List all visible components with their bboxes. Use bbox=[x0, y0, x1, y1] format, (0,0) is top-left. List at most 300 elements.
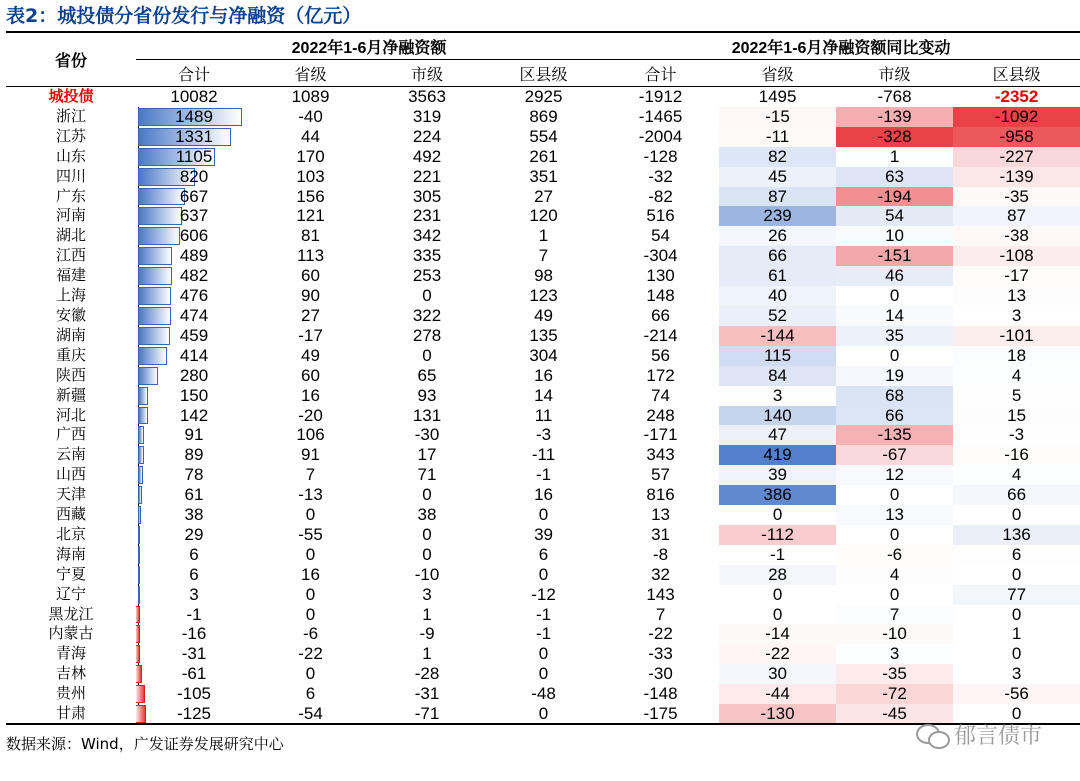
value-cell: 90 bbox=[301, 286, 320, 306]
value-cell: 231 bbox=[412, 206, 442, 226]
table-row bbox=[6, 545, 1080, 565]
heat-value-cell: -108 bbox=[953, 246, 1080, 266]
heat-value-cell: 13 bbox=[953, 286, 1080, 306]
province-cell: 陕西 bbox=[55, 365, 86, 384]
value-cell: 27 bbox=[534, 186, 553, 206]
bar-value-label: 1489 bbox=[175, 106, 213, 126]
value-cell: 16 bbox=[301, 385, 320, 405]
value-cell: 16 bbox=[534, 365, 553, 385]
value-cell: -31 bbox=[414, 684, 440, 704]
heat-value-cell: -35 bbox=[836, 664, 953, 684]
heat-value-cell: 61 bbox=[719, 266, 836, 286]
data-bar bbox=[136, 645, 140, 663]
bar-value-cell bbox=[136, 366, 252, 386]
province-cell: 广东 bbox=[55, 186, 86, 205]
bar-value-label: 6 bbox=[189, 564, 199, 584]
heat-value-cell: 136 bbox=[953, 525, 1080, 545]
bar-value-label: 606 bbox=[179, 226, 209, 246]
bar-value-cell bbox=[136, 644, 252, 664]
heat-value-cell: 1 bbox=[953, 624, 1080, 644]
value-cell: -171 bbox=[643, 425, 678, 445]
data-bar bbox=[136, 625, 140, 643]
value-cell: 56 bbox=[651, 345, 670, 365]
table-row bbox=[6, 465, 1080, 485]
table-row bbox=[6, 605, 1080, 625]
table-row bbox=[6, 286, 1080, 306]
value-cell: 172 bbox=[646, 365, 675, 385]
data-bar bbox=[138, 466, 143, 484]
bar-value-cell bbox=[136, 306, 252, 326]
heat-value-cell: -139 bbox=[953, 167, 1080, 187]
bar-value-label: 482 bbox=[179, 266, 209, 286]
bar-value-label: 489 bbox=[179, 246, 209, 266]
province-cell: 湖南 bbox=[55, 325, 86, 344]
bar-value-cell bbox=[136, 266, 252, 286]
bar-value-cell bbox=[136, 445, 252, 465]
heat-value-cell: 0 bbox=[953, 565, 1080, 585]
data-bar bbox=[138, 546, 140, 564]
value-cell: -1 bbox=[535, 465, 552, 485]
table-row bbox=[6, 386, 1080, 406]
value-cell: 0 bbox=[422, 345, 432, 365]
province-cell: 新疆 bbox=[55, 385, 86, 404]
col-header: 合计 bbox=[602, 60, 719, 87]
bar-value-label: 459 bbox=[179, 325, 209, 345]
bar-value-cell bbox=[136, 664, 252, 684]
bar-value-cell bbox=[136, 206, 252, 226]
table-row-total bbox=[6, 87, 1080, 107]
province-cell: 河南 bbox=[55, 206, 86, 225]
value-cell: 278 bbox=[412, 325, 442, 345]
heat-value-cell: -151 bbox=[836, 246, 953, 266]
data-bar bbox=[138, 486, 142, 504]
data-bar bbox=[138, 526, 140, 544]
value-cell: 305 bbox=[412, 186, 442, 206]
heat-value-cell: -56 bbox=[953, 684, 1080, 704]
watermark bbox=[916, 719, 1042, 750]
table-row bbox=[6, 406, 1080, 426]
bar-value-cell bbox=[136, 246, 252, 266]
value-cell: -2352 bbox=[994, 87, 1039, 106]
data-bar bbox=[138, 247, 172, 265]
value-cell: 322 bbox=[412, 305, 442, 325]
data-bar bbox=[138, 207, 182, 225]
value-cell: 130 bbox=[646, 266, 675, 286]
heat-value-cell: 0 bbox=[836, 485, 953, 505]
bar-value-cell bbox=[136, 406, 252, 426]
value-cell: -40 bbox=[298, 106, 323, 126]
value-cell: 66 bbox=[651, 305, 670, 325]
watermark-text: 郁言债市 bbox=[953, 724, 1042, 749]
heat-value-cell: -16 bbox=[953, 445, 1080, 465]
heat-value-cell: 54 bbox=[836, 206, 953, 226]
table-row bbox=[6, 206, 1080, 226]
value-cell: 0 bbox=[305, 505, 316, 525]
bar-value-cell bbox=[136, 545, 252, 565]
value-cell: 816 bbox=[646, 485, 675, 505]
province-cell: 上海 bbox=[55, 286, 86, 305]
value-cell: 0 bbox=[538, 564, 549, 584]
value-cell: -768 bbox=[877, 87, 912, 106]
heat-value-cell: -38 bbox=[953, 226, 1080, 246]
value-cell: -32 bbox=[648, 166, 673, 186]
bar-value-label: 91 bbox=[184, 425, 204, 445]
heat-value-cell: -328 bbox=[836, 127, 953, 147]
value-cell: 0 bbox=[422, 485, 432, 505]
value-cell: 1 bbox=[538, 226, 549, 246]
heat-value-cell: -135 bbox=[836, 425, 953, 445]
value-cell: 0 bbox=[538, 505, 549, 525]
province-cell: 广西 bbox=[55, 425, 86, 444]
value-cell: 131 bbox=[412, 405, 442, 425]
value-cell: -54 bbox=[298, 704, 323, 724]
heat-value-cell: 40 bbox=[719, 286, 836, 306]
value-cell: 113 bbox=[296, 246, 325, 266]
heat-value-cell: -17 bbox=[953, 266, 1080, 286]
heat-value-cell: 6 bbox=[953, 545, 1080, 565]
value-cell: 1089 bbox=[291, 87, 330, 106]
bar-value-label: 38 bbox=[184, 505, 204, 525]
value-cell: 253 bbox=[412, 266, 442, 286]
heat-value-cell: -14 bbox=[719, 624, 836, 644]
value-cell: 6 bbox=[538, 544, 549, 564]
province-cell: 天津 bbox=[55, 485, 86, 504]
heat-value-cell: 386 bbox=[719, 485, 836, 505]
heat-value-cell: 0 bbox=[836, 286, 953, 306]
table-row bbox=[6, 246, 1080, 266]
value-cell: -6 bbox=[302, 624, 319, 644]
province-cell: 城投债 bbox=[48, 87, 94, 105]
bar-value-cell bbox=[136, 624, 252, 644]
heat-value-cell: 18 bbox=[953, 346, 1080, 366]
bar-value-label: 89 bbox=[184, 445, 204, 465]
heat-value-cell: 0 bbox=[953, 605, 1080, 625]
value-cell: 0 bbox=[422, 524, 432, 544]
value-cell: 60 bbox=[301, 365, 320, 385]
group-header-yoy-change: 2022年1-6月净融资额同比变动 bbox=[602, 33, 1080, 60]
data-bar bbox=[136, 606, 140, 624]
col-header: 市级 bbox=[836, 60, 953, 87]
province-cell: 四川 bbox=[55, 166, 86, 185]
value-cell: 304 bbox=[529, 345, 558, 365]
value-cell: 492 bbox=[412, 146, 442, 166]
heat-value-cell: 3 bbox=[953, 664, 1080, 684]
bar-value-label: -125 bbox=[176, 704, 212, 724]
col-header: 省级 bbox=[719, 60, 836, 87]
heat-value-cell: 3 bbox=[719, 386, 836, 406]
value-cell: 3563 bbox=[408, 87, 446, 106]
heat-value-cell: -194 bbox=[836, 187, 953, 207]
heat-value-cell: 30 bbox=[719, 664, 836, 684]
heat-value-cell: 47 bbox=[719, 425, 836, 445]
heat-value-cell: -67 bbox=[836, 445, 953, 465]
value-cell: 27 bbox=[301, 305, 320, 325]
value-cell: 3 bbox=[422, 584, 432, 604]
value-cell: -214 bbox=[643, 325, 678, 345]
bar-value-label: 61 bbox=[184, 485, 204, 505]
province-cell: 吉林 bbox=[55, 664, 86, 683]
value-cell: -175 bbox=[643, 704, 678, 724]
value-cell: 0 bbox=[538, 644, 549, 664]
data-bar bbox=[138, 446, 144, 464]
value-cell: 123 bbox=[529, 286, 558, 306]
bar-value-label: 1331 bbox=[175, 126, 213, 146]
data-bar bbox=[138, 227, 180, 245]
data-bar bbox=[138, 367, 158, 385]
table-row bbox=[6, 485, 1080, 505]
heat-value-cell: -11 bbox=[719, 127, 836, 147]
value-cell: -17 bbox=[298, 325, 323, 345]
table-row bbox=[6, 366, 1080, 386]
value-cell: -55 bbox=[298, 524, 323, 544]
province-cell: 河北 bbox=[55, 405, 86, 424]
data-bar bbox=[138, 307, 171, 325]
bar-value-cell bbox=[136, 147, 252, 167]
province-cell: 山西 bbox=[55, 465, 86, 484]
heat-value-cell: 39 bbox=[719, 465, 836, 485]
bar-value-cell bbox=[136, 465, 252, 485]
value-cell: -10 bbox=[414, 564, 440, 584]
value-cell: -304 bbox=[643, 246, 678, 266]
table-row bbox=[6, 505, 1080, 525]
bar-value-cell bbox=[136, 585, 252, 605]
value-cell: 49 bbox=[534, 305, 553, 325]
heat-value-cell: 35 bbox=[836, 326, 953, 346]
value-cell: 32 bbox=[651, 564, 670, 584]
bar-value-label: -1 bbox=[186, 604, 202, 624]
heat-value-cell: 4 bbox=[953, 366, 1080, 386]
value-cell: 554 bbox=[529, 126, 558, 146]
value-cell: 0 bbox=[305, 664, 316, 684]
heat-value-cell: 3 bbox=[953, 306, 1080, 326]
heat-value-cell: -144 bbox=[719, 326, 836, 346]
table-body bbox=[6, 87, 1080, 725]
heat-value-cell: 0 bbox=[719, 505, 836, 525]
value-cell: 516 bbox=[646, 206, 675, 226]
value-cell: 57 bbox=[651, 465, 670, 485]
bar-value-cell bbox=[136, 684, 252, 704]
data-bar bbox=[138, 347, 167, 365]
value-cell: 1 bbox=[422, 604, 432, 624]
data-bar bbox=[138, 188, 185, 206]
heat-value-cell: 0 bbox=[953, 704, 1080, 724]
heat-value-cell: 0 bbox=[719, 605, 836, 625]
bar-value-label: 476 bbox=[179, 286, 209, 306]
heat-value-cell: 3 bbox=[836, 644, 953, 664]
heat-value-cell: 1 bbox=[836, 147, 953, 167]
value-cell: 7 bbox=[305, 465, 316, 485]
province-cell: 甘肃 bbox=[55, 704, 86, 723]
province-cell: 福建 bbox=[55, 266, 86, 285]
bar-value-label: 78 bbox=[184, 465, 204, 485]
value-cell: 7 bbox=[655, 604, 666, 624]
province-cell: 北京 bbox=[55, 524, 86, 543]
bar-value-label: 142 bbox=[179, 405, 209, 425]
bar-value-label: 1105 bbox=[175, 146, 213, 166]
value-cell: -30 bbox=[648, 664, 673, 684]
data-bar bbox=[138, 327, 170, 345]
value-cell: 0 bbox=[422, 544, 432, 564]
bar-value-label: 150 bbox=[179, 385, 209, 405]
province-cell: 海南 bbox=[55, 544, 86, 563]
heat-value-cell: 4 bbox=[953, 465, 1080, 485]
value-cell: 148 bbox=[646, 286, 675, 306]
value-cell: 71 bbox=[417, 465, 437, 485]
value-cell: -9 bbox=[419, 624, 435, 644]
table-row bbox=[6, 147, 1080, 167]
value-cell: -33 bbox=[648, 644, 673, 664]
table-row bbox=[6, 127, 1080, 147]
value-cell: -128 bbox=[643, 146, 678, 166]
bar-value-cell bbox=[136, 605, 252, 625]
bar-value-label: -16 bbox=[181, 624, 207, 644]
data-bar bbox=[138, 407, 148, 425]
heat-value-cell: 10 bbox=[836, 226, 953, 246]
value-cell: 7 bbox=[538, 246, 549, 266]
bar-value-cell bbox=[136, 565, 252, 585]
heat-value-cell: -112 bbox=[719, 525, 836, 545]
value-cell: -12 bbox=[531, 584, 556, 604]
province-cell: 江西 bbox=[55, 246, 86, 265]
data-bar bbox=[138, 387, 148, 405]
heat-value-cell: 0 bbox=[953, 505, 1080, 525]
province-cell: 浙江 bbox=[55, 106, 86, 125]
heat-value-cell: 66 bbox=[953, 485, 1080, 505]
value-cell: 135 bbox=[529, 325, 558, 345]
bar-value-label: 637 bbox=[179, 206, 209, 226]
value-cell: -1465 bbox=[638, 106, 683, 126]
wechat-icon bbox=[916, 722, 950, 748]
value-cell: 335 bbox=[412, 246, 442, 266]
heat-value-cell: 419 bbox=[719, 445, 836, 465]
value-cell: 10082 bbox=[170, 87, 218, 106]
col-header: 区县级 bbox=[485, 60, 602, 87]
table-row bbox=[6, 167, 1080, 187]
value-cell: 0 bbox=[305, 584, 316, 604]
value-cell: 0 bbox=[538, 664, 549, 684]
data-bar bbox=[138, 506, 141, 524]
bar-value-cell bbox=[136, 107, 252, 127]
province-cell: 江苏 bbox=[55, 126, 86, 145]
value-cell: 39 bbox=[534, 524, 553, 544]
heat-value-cell: -35 bbox=[953, 187, 1080, 207]
value-cell: 2925 bbox=[524, 87, 563, 106]
table-row bbox=[6, 306, 1080, 326]
bar-value-label: 29 bbox=[184, 524, 204, 544]
table-row bbox=[6, 107, 1080, 127]
value-cell: -11 bbox=[531, 445, 556, 465]
heat-value-cell: 0 bbox=[836, 346, 953, 366]
table-row bbox=[6, 425, 1080, 445]
heat-value-cell: 19 bbox=[836, 366, 953, 386]
province-cell: 内蒙古 bbox=[48, 624, 94, 643]
table-row bbox=[6, 585, 1080, 605]
heat-value-cell: 77 bbox=[953, 585, 1080, 605]
table-row bbox=[6, 226, 1080, 246]
province-cell: 辽宁 bbox=[55, 584, 86, 603]
financing-table bbox=[6, 33, 1080, 724]
value-cell: 74 bbox=[651, 385, 670, 405]
value-cell: 143 bbox=[646, 584, 675, 604]
value-cell: 81 bbox=[301, 226, 320, 246]
heat-value-cell: 28 bbox=[719, 565, 836, 585]
heat-value-cell: 0 bbox=[953, 644, 1080, 664]
bar-value-label: 667 bbox=[179, 186, 209, 206]
heat-value-cell: -1092 bbox=[953, 107, 1080, 127]
value-cell: 49 bbox=[301, 345, 320, 365]
province-cell: 湖北 bbox=[55, 226, 86, 245]
heat-value-cell: 5 bbox=[953, 386, 1080, 406]
table-row bbox=[6, 445, 1080, 465]
value-cell: 54 bbox=[651, 226, 670, 246]
value-cell: 1 bbox=[422, 644, 432, 664]
col-header: 合计 bbox=[136, 60, 252, 87]
heat-value-cell: -227 bbox=[953, 147, 1080, 167]
value-cell: 65 bbox=[417, 365, 437, 385]
value-cell: -1912 bbox=[638, 87, 683, 106]
heat-value-cell: -3 bbox=[953, 425, 1080, 445]
value-cell: 11 bbox=[534, 405, 553, 425]
value-cell: -71 bbox=[414, 704, 440, 724]
bar-value-cell bbox=[136, 525, 252, 545]
heat-value-cell: -44 bbox=[719, 684, 836, 704]
province-header: 省份 bbox=[6, 33, 136, 87]
bar-value-cell bbox=[136, 346, 252, 366]
heat-value-cell: -22 bbox=[719, 644, 836, 664]
col-header: 市级 bbox=[369, 60, 485, 87]
bar-value-label: -31 bbox=[181, 644, 207, 664]
heat-value-cell: 239 bbox=[719, 206, 836, 226]
data-bar bbox=[136, 685, 145, 703]
province-cell: 安徽 bbox=[55, 305, 86, 324]
value-cell: 16 bbox=[301, 564, 320, 584]
heat-value-cell: 26 bbox=[719, 226, 836, 246]
bar-value-cell bbox=[136, 505, 252, 525]
value-cell: -48 bbox=[531, 684, 556, 704]
bar-value-label: 3 bbox=[189, 584, 199, 604]
table-row bbox=[6, 644, 1080, 664]
heat-value-cell: 68 bbox=[836, 386, 953, 406]
heat-value-cell: 84 bbox=[719, 366, 836, 386]
bar-value-cell bbox=[136, 326, 252, 346]
heat-value-cell: 45 bbox=[719, 167, 836, 187]
value-cell: -2004 bbox=[638, 126, 683, 146]
table-row bbox=[6, 346, 1080, 366]
value-cell: 13 bbox=[651, 505, 670, 525]
heat-value-cell: 115 bbox=[719, 346, 836, 366]
bar-value-cell bbox=[136, 386, 252, 406]
value-cell: -30 bbox=[414, 425, 440, 445]
value-cell: 342 bbox=[412, 226, 442, 246]
province-cell: 山东 bbox=[55, 146, 86, 165]
value-cell: 261 bbox=[529, 146, 558, 166]
value-cell: -22 bbox=[648, 624, 673, 644]
value-cell: 869 bbox=[529, 106, 558, 126]
bar-value-cell bbox=[136, 485, 252, 505]
bar-value-label: 474 bbox=[179, 305, 209, 325]
heat-value-cell: 4 bbox=[836, 565, 953, 585]
table-row bbox=[6, 664, 1080, 684]
value-cell: 343 bbox=[646, 445, 675, 465]
table-row bbox=[6, 187, 1080, 207]
heat-value-cell: 82 bbox=[719, 147, 836, 167]
data-bar bbox=[138, 426, 144, 444]
data-bar bbox=[138, 287, 171, 305]
value-cell: 0 bbox=[422, 286, 432, 306]
bar-value-label: -105 bbox=[176, 684, 212, 704]
heat-value-cell: 87 bbox=[953, 206, 1080, 226]
heat-value-cell: -6 bbox=[836, 545, 953, 565]
